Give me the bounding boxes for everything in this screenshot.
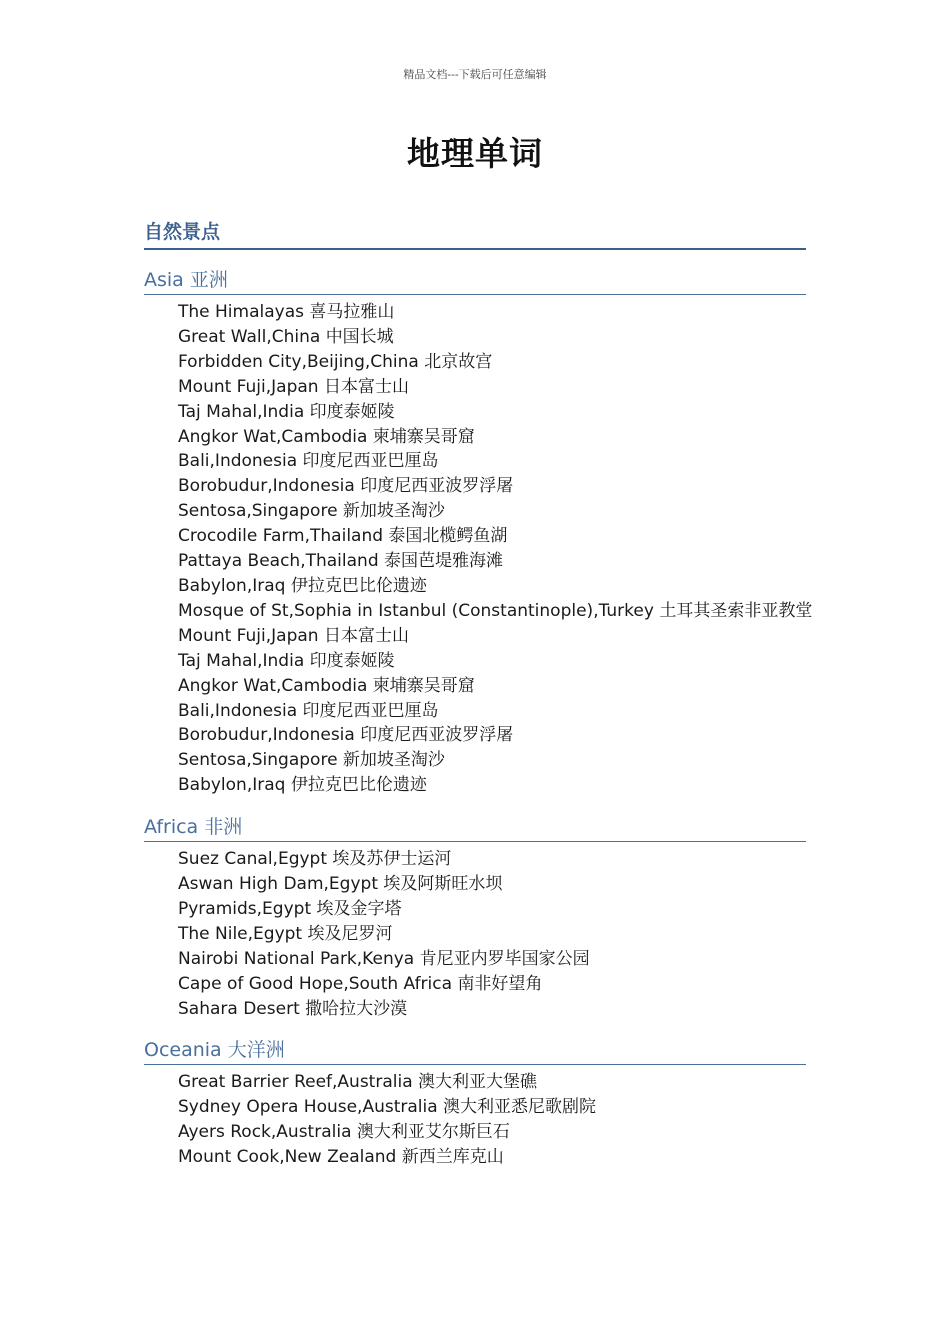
list-item: Great Barrier Reef,Australia 澳大利亚大堡礁 — [178, 1072, 538, 1093]
list-item: Crocodile Farm,Thailand 泰国北榄鳄鱼湖 — [178, 526, 508, 547]
list-item: Mount Cook,New Zealand 新西兰库克山 — [178, 1147, 504, 1168]
list-item: Taj Mahal,India 印度泰姬陵 — [178, 401, 395, 422]
document-title: 地理单词 — [407, 134, 543, 173]
region-heading: Asia 亚洲 — [144, 266, 806, 295]
list-item: Mount Fuji,Japan 日本富士山 — [178, 376, 409, 397]
list-item: Angkor Wat,Cambodia 柬埔寨吴哥窟 — [178, 426, 475, 447]
list-item: Taj Mahal,India 印度泰姬陵 — [178, 650, 395, 671]
list-item: Babylon,Iraq 伊拉克巴比伦遗迹 — [178, 575, 427, 596]
section-heading: 自然景点 — [144, 219, 806, 250]
list-item: The Nile,Egypt 埃及尼罗河 — [178, 923, 393, 944]
list-item: Forbidden City,Beijing,China 北京故宫 — [178, 351, 493, 372]
list-item: Bali,Indonesia 印度尼西亚巴厘岛 — [178, 700, 439, 721]
region-item-list — [144, 1065, 806, 1170]
list-item: Pyramids,Egypt 埃及金字塔 — [178, 898, 402, 919]
list-item: Mosque of St,Sophia in Istanbul (Constantinople),Turkey 土耳其圣索非亚教堂 — [178, 600, 813, 621]
list-item: Sydney Opera House,Australia 澳大利亚悉尼歌剧院 — [178, 1097, 597, 1118]
list-item: Mount Fuji,Japan 日本富士山 — [178, 625, 409, 646]
region-heading: Africa 非洲 — [144, 813, 806, 842]
list-item: Sahara Desert 撒哈拉大沙漠 — [178, 998, 408, 1019]
region-item-list — [144, 295, 813, 798]
list-item: Babylon,Iraq 伊拉克巴比伦遗迹 — [178, 775, 427, 796]
list-item: Sentosa,Singapore 新加坡圣淘沙 — [178, 750, 445, 771]
list-item: Ayers Rock,Australia 澳大利亚艾尔斯巨石 — [178, 1122, 510, 1143]
region-item-list — [144, 842, 806, 1021]
list-item: Suez Canal,Egypt 埃及苏伊士运河 — [178, 849, 452, 870]
list-item: Borobudur,Indonesia 印度尼西亚波罗浮屠 — [178, 476, 514, 497]
list-item: Borobudur,Indonesia 印度尼西亚波罗浮屠 — [178, 725, 514, 746]
list-item: Cape of Good Hope,South Africa 南非好望角 — [178, 973, 543, 994]
list-item: Nairobi National Park,Kenya 肯尼亚内罗毕国家公园 — [178, 948, 590, 969]
list-item: Sentosa,Singapore 新加坡圣淘沙 — [178, 501, 445, 522]
list-item: The Himalayas 喜马拉雅山 — [178, 302, 395, 322]
list-item: Pattaya Beach,Thailand 泰国芭堤雅海滩 — [178, 551, 504, 572]
page-header-note: 精品文档---下载后可任意编辑 — [403, 68, 547, 81]
list-item: Great Wall,China 中国长城 — [178, 326, 394, 347]
regions-container — [144, 266, 813, 1170]
list-item: Angkor Wat,Cambodia 柬埔寨吴哥窟 — [178, 675, 475, 696]
list-item: Aswan High Dam,Egypt 埃及阿斯旺水坝 — [178, 874, 503, 895]
region-heading: Oceania 大洋洲 — [144, 1036, 806, 1065]
document-body — [144, 219, 813, 1170]
list-item: Bali,Indonesia 印度尼西亚巴厘岛 — [178, 451, 439, 472]
